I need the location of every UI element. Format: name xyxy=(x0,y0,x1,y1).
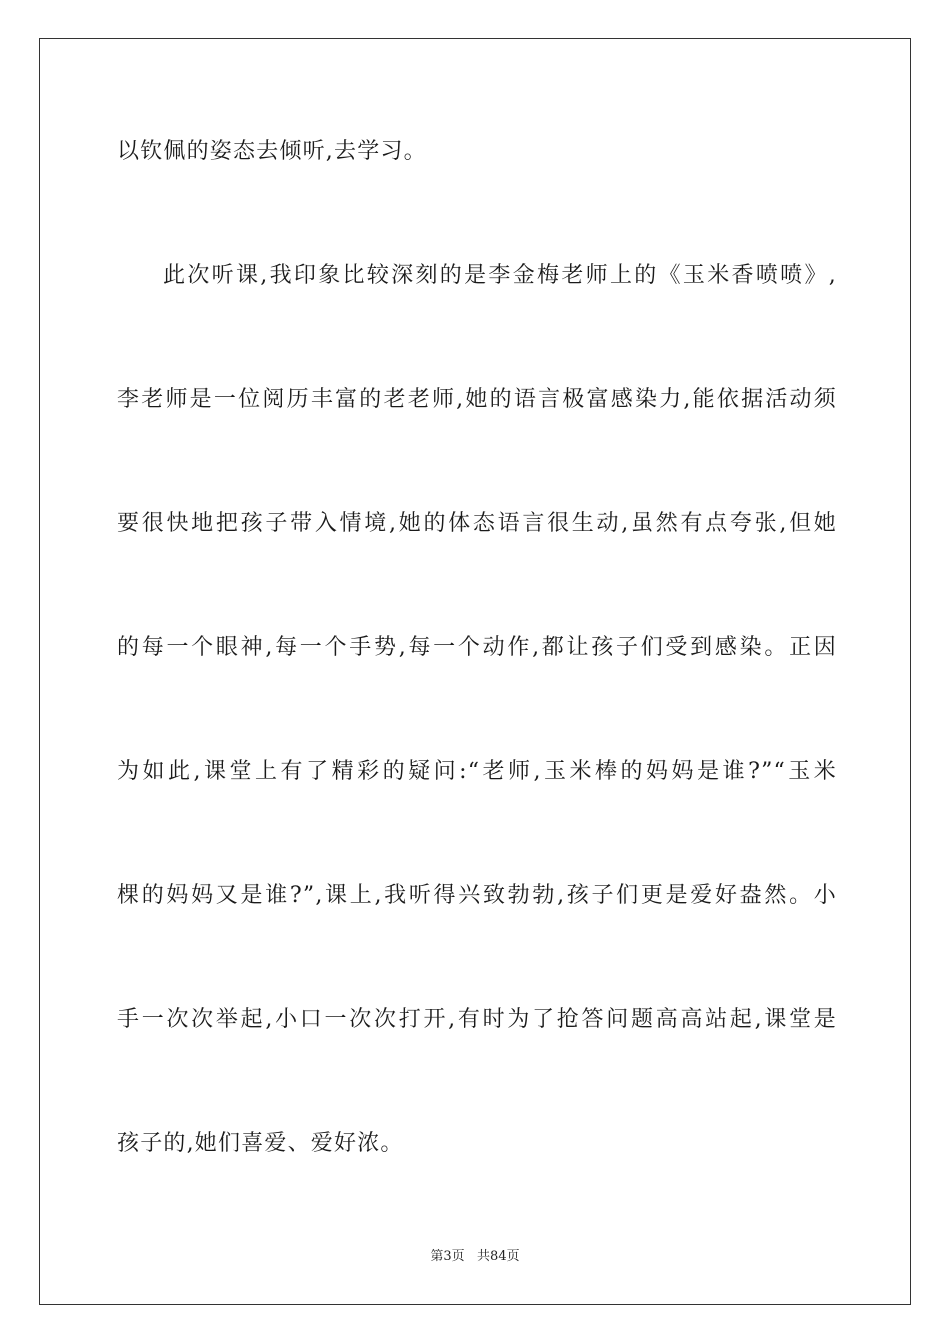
paragraph-line-5: 的每一个眼神,每一个手势,每一个动作,都让孩子们受到感染。正因 xyxy=(117,635,837,660)
paragraph-line-9: 孩子的,她们喜爱、爱好浓。 xyxy=(117,1131,404,1156)
paragraph-line-2: 此次听课,我印象比较深刻的是李金梅老师上的《玉米香喷喷》, xyxy=(163,263,837,288)
page-border xyxy=(39,38,911,1305)
paragraph-line-3: 李老师是一位阅历丰富的老老师,她的语言极富感染力,能依据活动须 xyxy=(117,387,837,412)
paragraph-line-1: 以钦佩的姿态去倾听,去学习。 xyxy=(117,139,427,164)
paragraph-line-7: 棵的妈妈又是谁?”,课上,我听得兴致勃勃,孩子们更是爱好盎然。小 xyxy=(117,883,837,908)
paragraph-line-6: 为如此,课堂上有了精彩的疑问:“老师,玉米棒的妈妈是谁?”“玉米 xyxy=(117,759,837,784)
paragraph-line-8: 手一次次举起,小口一次次打开,有时为了抢答问题高高站起,课堂是 xyxy=(117,1007,837,1032)
paragraph-line-4: 要很快地把孩子带入情境,她的体态语言很生动,虽然有点夸张,但她 xyxy=(117,511,837,536)
page-number-footer: 第3页 共84页 xyxy=(430,1249,520,1264)
